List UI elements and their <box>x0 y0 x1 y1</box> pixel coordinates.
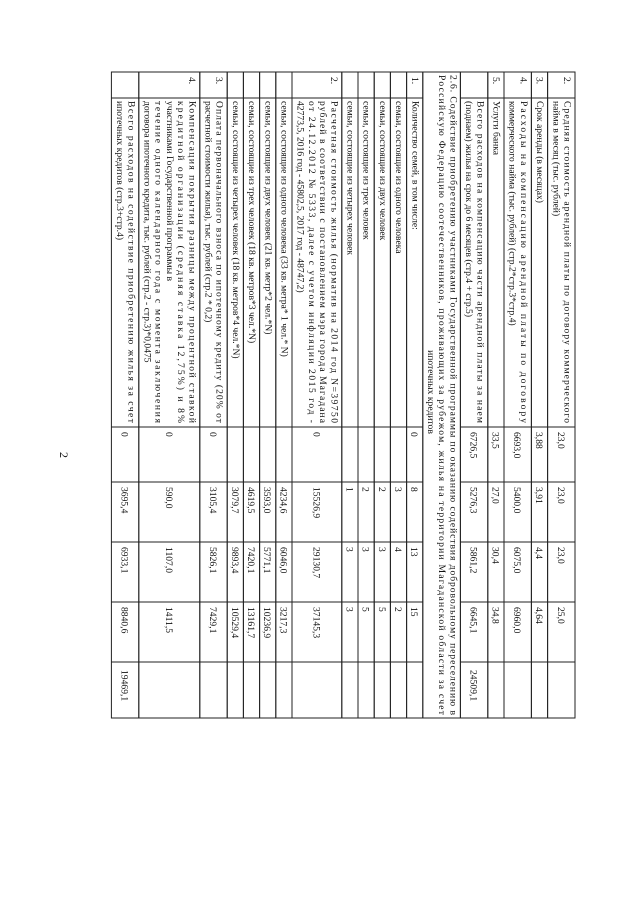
row-description: семьи, состоящие из четырех человек <box>344 101 356 256</box>
row-description: Количество семей, в том числе: <box>409 101 421 230</box>
row-description: участниками Государственной программы в <box>163 101 175 281</box>
cell-value: 7420,1 <box>245 547 256 574</box>
table-row <box>261 101 273 638</box>
row-total: 19469,1 <box>118 670 130 702</box>
row-number: 2. <box>561 77 572 85</box>
cell-value: 4,64 <box>533 607 544 624</box>
row-description: от 24.12.2012 № 5333, далее с учетом инфляции 2015 год - <box>305 101 317 424</box>
cell-value: 13 <box>408 547 420 557</box>
cell-value: 6693,0 <box>511 432 523 459</box>
cell-value: 10236,9 <box>261 607 273 639</box>
cell-value: 23,0 <box>554 432 566 449</box>
cell-value: 5276,3 <box>467 487 479 514</box>
section-header-line: Российскую Федерацию соотечественников, проживающих за рубежом, жилья на территории Магаданской области за счет <box>436 75 448 715</box>
cell-value: 5861,2 <box>467 547 479 574</box>
cell-value: 3 <box>343 607 355 612</box>
row-description: 42773,5, 2016 год - 45802,5, 2017 год - 48747,2) <box>294 101 306 293</box>
row-description: семьи, состоящие из трех человек <box>360 101 372 240</box>
row-description: расчетной стоимости жилья), тыс. рублей (стр.2 * 0,2) <box>202 101 214 323</box>
row-description: Всего расходов на компенсацию части арендной платы за наем <box>474 101 486 424</box>
cell-value: 29130,7 <box>310 547 322 579</box>
cell-value: 9893,4 <box>228 547 240 574</box>
row-description: Оплата первоначального взноса по ипотечному кредиту (20% от <box>213 101 225 423</box>
cell-value: 590,0 <box>162 487 174 509</box>
table-row <box>114 101 136 701</box>
cell-value: 1411,5 <box>162 607 174 634</box>
cell-value: 13161,7 <box>245 607 256 639</box>
cell-value: 6726,5 <box>467 432 479 459</box>
table-row <box>392 101 404 612</box>
cell-value: 2 <box>375 487 387 492</box>
row-description: семьи, состоящие из одного человека (33 кв. метра* 1 чел.* N) <box>278 101 290 357</box>
cell-value: 6645,1 <box>467 607 479 634</box>
row-total: 24509,1 <box>467 670 479 702</box>
row-description: ипотечных кредитов (стр.3+стр.4) <box>114 101 126 241</box>
cell-value: 5771,1 <box>261 547 273 574</box>
row-description: Срок аренды (в месяцах) <box>534 101 546 203</box>
cell-value: 3105,4 <box>207 487 218 514</box>
cell-value: 27,0 <box>489 487 501 504</box>
table-row <box>229 101 241 638</box>
cell-value: 7429,1 <box>207 607 218 634</box>
cell-value: 0 <box>118 432 130 437</box>
row-description: Расходы на компенсацию арендной платы по договору <box>517 101 529 424</box>
cell-value: 3 <box>392 487 403 492</box>
section-header-line: 2.6. Содействие приобретению участниками Государственной программы по оказанию содействия добровольному переселению в <box>447 75 459 716</box>
page-number: 2 <box>57 452 71 458</box>
row-number: 3. <box>213 77 225 85</box>
cell-value: 6960,0 <box>511 607 523 634</box>
table-row <box>343 101 355 612</box>
cell-value: 8 <box>408 487 420 492</box>
cell-value: 3,88 <box>533 432 544 449</box>
section-header-line: ипотечных кредитов <box>425 350 436 434</box>
cell-value: 2 <box>392 607 403 612</box>
table-row <box>408 77 420 617</box>
cell-value: 8840,6 <box>118 607 130 634</box>
table-row <box>360 101 372 612</box>
row-number: 4. <box>517 77 529 85</box>
row-description: семьи, состоящие из двух человек (21 кв. метр*2 чел.*N) <box>262 101 274 335</box>
row-description: кредитной организации (средняя ставка 12,75%) и 8% <box>175 101 187 423</box>
table-row <box>203 77 225 634</box>
cell-value: 0 <box>162 432 174 437</box>
cell-value: 37145,3 <box>310 607 322 639</box>
row-number: 1. <box>408 77 420 85</box>
row-number: 4. <box>185 77 197 85</box>
table-row <box>277 101 289 634</box>
section-header <box>425 75 458 716</box>
row-number: 3. <box>533 77 545 85</box>
row-description: коммерческого найма (тыс. рублей) (стр.2*стр.3*стр.4) <box>506 101 518 326</box>
cell-value: 3 <box>359 547 371 552</box>
cell-value: 0 <box>207 432 218 437</box>
cell-value: 5400,0 <box>511 487 523 514</box>
row-number: 2. <box>327 77 339 85</box>
cell-value: 23,0 <box>554 487 566 504</box>
cell-value: 6046,0 <box>277 547 289 574</box>
cell-value: 15526,9 <box>310 487 322 519</box>
table-row <box>463 101 485 701</box>
row-description: семьи, состоящие из двух человек <box>376 101 388 241</box>
cell-value: 3593,0 <box>261 487 273 514</box>
row-description: найма в месяц (тыс. рублей) <box>550 101 562 217</box>
row-description: Компенсация покрытия разницы между процентной ставкой <box>186 101 198 423</box>
table-row <box>245 101 257 638</box>
table-row <box>142 77 198 633</box>
cell-value: 0 <box>310 432 322 437</box>
row-description: рублей в соответствии с постановлением мэра города Магадана <box>317 101 329 423</box>
cell-value: 3 <box>343 547 355 552</box>
row-description: Услуги банка <box>490 101 502 155</box>
row-description: семьи, состоящие из трех человек (18 кв. метров*3 чел.*N) <box>246 101 258 344</box>
row-number: 5. <box>490 77 501 85</box>
cell-value: 23,0 <box>554 547 566 564</box>
cell-value: 6933,1 <box>118 547 130 574</box>
row-description: Средняя стоимость арендной платы по договору коммерческого <box>561 101 573 423</box>
cell-value: 34,8 <box>489 607 501 624</box>
row-description: семьи, состоящие из четырех человек (18 кв. метров*4 чел.*N) <box>229 101 241 359</box>
cell-value: 4 <box>392 547 403 552</box>
cell-value: 5826,1 <box>207 547 218 574</box>
cell-value: 5 <box>375 607 387 612</box>
cell-value: 25,0 <box>554 607 566 624</box>
row-description: Расчетная стоимость жилья (норматив на 2014 год N=39750 <box>328 101 340 423</box>
cell-value: 3,91 <box>533 487 544 504</box>
cell-value: 33,5 <box>489 432 501 449</box>
cell-value: 15 <box>408 607 420 617</box>
cell-value: 5 <box>359 607 371 612</box>
table-row <box>507 77 529 634</box>
row-description: (поднаем) жилья на срок до 6 месяцев (стр.4 + стр.5) <box>463 101 475 318</box>
cell-value: 4619,5 <box>245 487 256 514</box>
rotated-table <box>111 72 575 718</box>
cell-value: 0 <box>408 432 420 437</box>
cell-value: 30,4 <box>489 547 501 564</box>
cell-value: 3079,7 <box>228 487 240 514</box>
table-row <box>295 77 340 638</box>
cell-value: 3 <box>375 547 387 552</box>
cell-value: 10529,4 <box>228 607 240 639</box>
cell-value: 4234,6 <box>277 487 289 514</box>
cell-value: 3695,4 <box>118 487 130 514</box>
cell-value: 6075,0 <box>511 547 523 574</box>
cell-value: 1 <box>343 487 355 492</box>
table-row <box>376 101 388 612</box>
cell-value: 1107,0 <box>162 547 174 574</box>
cell-value: 3217,3 <box>277 607 289 634</box>
cell-value: 4,4 <box>533 547 544 559</box>
row-description: течение одного календарного года с момента заключения <box>152 101 164 423</box>
row-description: семьи, состоящие из одного человека <box>393 101 405 254</box>
cell-value: 2 <box>359 487 371 492</box>
row-description: договора ипотечного кредита, тыс. рублей (стр.2 - стр.3)*0,0475 <box>141 101 153 363</box>
row-description: Всего расходов на содействие приобретению жилья за счет <box>125 101 137 423</box>
